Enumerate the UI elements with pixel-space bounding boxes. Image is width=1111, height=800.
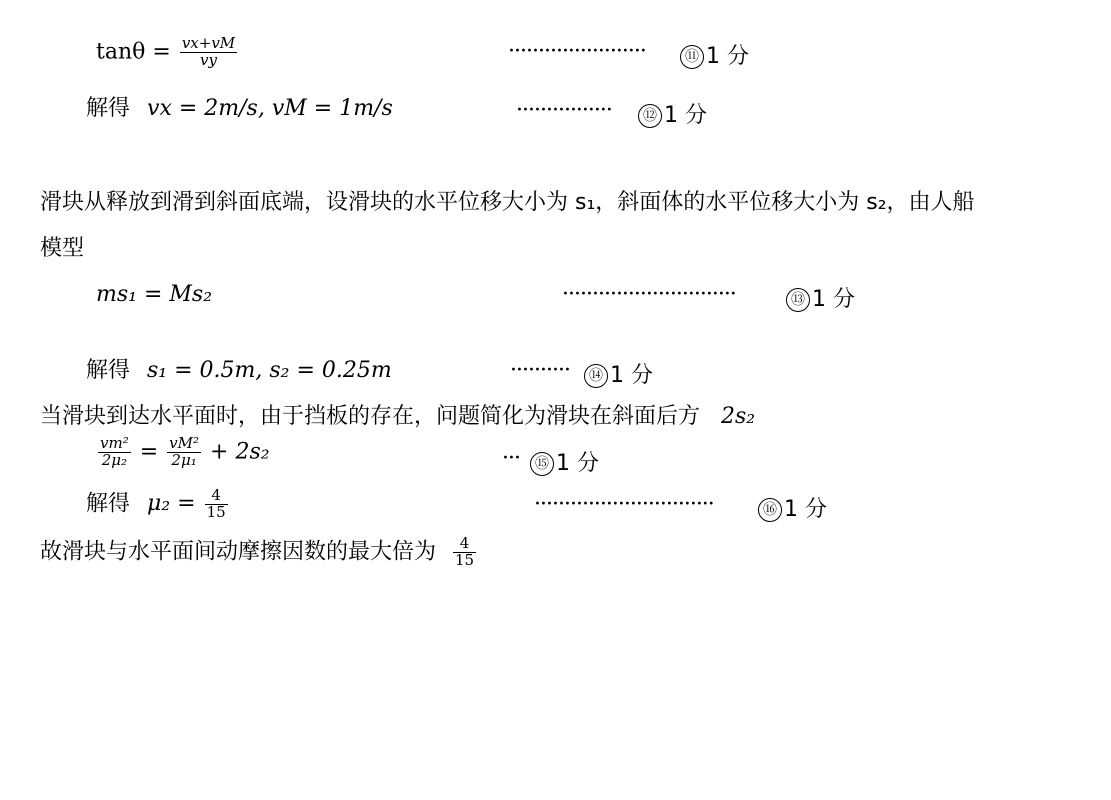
- eq11-numerator: vx+vM: [181, 34, 236, 52]
- eq15-right-numerator: vM²: [169, 434, 200, 452]
- paragraph-2-math: 2s₂: [721, 404, 756, 429]
- equation-16: [86, 488, 230, 521]
- eq11-dots: ·······················: [508, 39, 646, 64]
- equation-14: [86, 360, 392, 382]
- paragraph-1: 滑块从释放到滑到斜面底端，设滑块的水平位移大小为 s₁，斜面体的水平位移大小为 s₂，由人船: [40, 190, 975, 215]
- eq11-mark-group: [680, 39, 749, 70]
- eq14-score: 1 分: [610, 363, 653, 388]
- paragraph-3-numerator: 4: [453, 536, 476, 553]
- eq16-fraction: [205, 488, 228, 521]
- eq16-prefix: 解得: [86, 491, 131, 517]
- eq12-text: vx = 2m/s, vM = 1m/s: [147, 96, 393, 121]
- eq15-dots: ···: [502, 446, 520, 471]
- eq16-denominator: 15: [206, 502, 226, 521]
- paragraph-3-denominator: 15: [455, 550, 475, 569]
- eq12-dots: ················: [516, 98, 612, 123]
- eq15-left-numerator: vm²: [100, 434, 129, 452]
- eq11-denominator: vy: [200, 50, 217, 69]
- eq16-dots: ······························: [534, 492, 714, 517]
- eq11-lhs: tanθ =: [96, 39, 171, 65]
- eq14-mark-group: [584, 358, 653, 389]
- paragraph-3-fraction: [453, 536, 476, 569]
- eq16-mark-group: [758, 492, 827, 523]
- eq15-mark-group: [530, 446, 599, 477]
- eq14-dots: ··········: [510, 358, 570, 383]
- eq11-fraction: [180, 36, 237, 69]
- eq15-score: 1 分: [556, 451, 599, 476]
- eq12-circled-number: ⑫: [638, 104, 662, 128]
- eq15-left-denominator: 2μ₂: [101, 450, 128, 469]
- eq15-right-denominator: 2μ₁: [171, 450, 197, 469]
- eq14-circled-number: ⑭: [584, 364, 608, 388]
- paragraph-3-text: 故滑块与水平面间动摩擦因数的最大倍为: [40, 539, 437, 565]
- eq13-mark-group: [786, 282, 855, 313]
- eq15-equals: =: [139, 439, 159, 465]
- eq11-circled-number: ⑪: [680, 45, 704, 69]
- equation-11: [96, 36, 239, 69]
- eq13-circled-number: ⑬: [786, 288, 810, 312]
- paragraph-1-continued: 模型: [40, 236, 85, 261]
- eq11-score: 1 分: [706, 44, 749, 69]
- equation-12: [86, 98, 393, 120]
- paragraph-2-text: 当滑块到达水平面时，由于挡板的存在，问题简化为滑块在斜面后方: [40, 404, 701, 429]
- equation-15: [96, 436, 270, 469]
- eq16-lhs: μ₂ =: [147, 491, 196, 517]
- eq12-mark-group: [638, 98, 707, 129]
- eq13-score: 1 分: [812, 287, 855, 312]
- eq14-text: s₁ = 0.5m, s₂ = 0.25m: [147, 358, 392, 383]
- eq12-prefix: 解得: [86, 96, 131, 121]
- eq16-numerator: 4: [205, 488, 228, 505]
- eq16-circled-number: ⑯: [758, 498, 782, 522]
- eq13-dots: ·····························: [562, 282, 736, 307]
- eq15-circled-number: ⑮: [530, 452, 554, 476]
- eq15-fraction-left: [98, 436, 131, 469]
- eq12-score: 1 分: [664, 103, 707, 128]
- eq15-tail: + 2s₂: [210, 439, 270, 465]
- eq14-prefix: 解得: [86, 358, 131, 383]
- paragraph-3: [40, 536, 478, 569]
- equation-13: ms₁ = Ms₂: [96, 282, 213, 307]
- eq15-fraction-right: [167, 436, 201, 469]
- paragraph-2: [40, 406, 755, 428]
- eq16-score: 1 分: [784, 497, 827, 522]
